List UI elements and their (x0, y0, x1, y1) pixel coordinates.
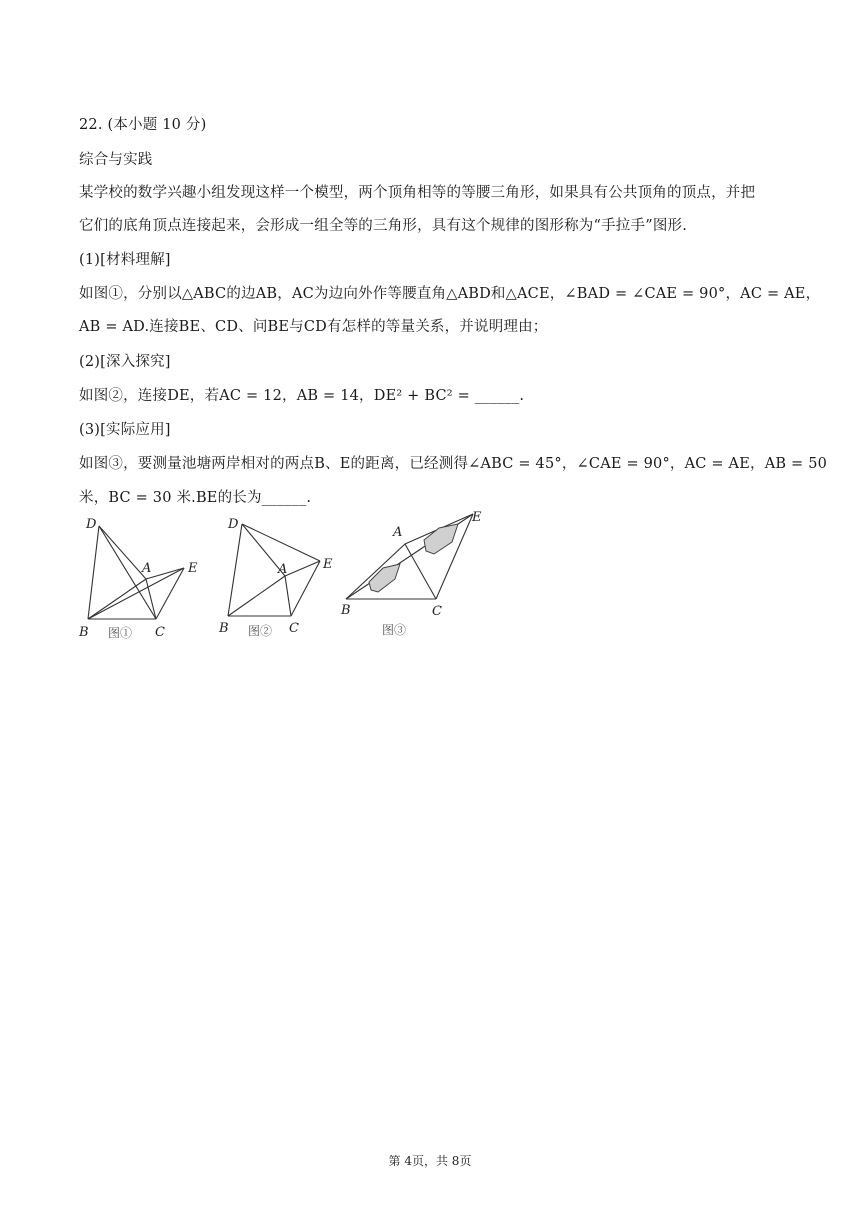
fig1-caption: 图① (108, 626, 133, 640)
fig3-label-e: E (472, 510, 482, 525)
fig2-caption: 图② (248, 624, 273, 638)
fig2-label-a: A (278, 562, 288, 577)
fig1-label-d: D (86, 517, 97, 532)
figure-3-diagram (338, 508, 498, 648)
page-footer: 第 4页，共 8页 (388, 1154, 472, 1168)
intro-line-2: 它们的底角顶点连接起来，会形成一组全等的三角形，具有这个规律的图形称为“手拉手”图形. (79, 218, 688, 234)
part1-line-1: 如图①，分别以△ABC的边AB，AC为边向外作等腰直角△ABD和△ACE，∠BAD = ∠CAE = 90°，AC = AE， (79, 286, 821, 302)
fig2-label-e: E (323, 557, 333, 572)
fig3-caption: 图③ (382, 623, 407, 637)
part1-line-2: AB = AD.连接BE、CD、问BE与CD有怎样的等量关系，并说明理由； (79, 319, 548, 335)
fig2-label-c: C (289, 621, 299, 636)
figure-1 (76, 508, 206, 652)
fig3-label-a: A (393, 525, 403, 540)
figure-2-diagram (216, 508, 346, 648)
fig1-label-a: A (142, 561, 152, 576)
fig2-label-b: B (219, 621, 229, 636)
part3-line-2: 米，BC = 30 米.BE的长为______. (79, 490, 312, 506)
part1-title: (1)[材料理解] (79, 252, 171, 268)
part2-title: (2)[深入探究] (79, 354, 171, 370)
fig1-label-b: B (79, 625, 89, 640)
part3-line-1: 如图③，要测量池塘两岸相对的两点B、E的距离，已经测得∠ABC = 45°，∠CAE = 90°，AC = AE，AB = 50 (79, 456, 828, 472)
part2-line-1: 如图②，连接DE，若AC = 12，AB = 14，DE² + BC² = ______. (79, 388, 525, 404)
fig1-label-c: C (155, 625, 165, 640)
question-category: 综合与实践 (79, 152, 153, 168)
fig2-label-d: D (228, 517, 239, 532)
figure-3 (338, 508, 498, 652)
part3-title: (3)[实际应用] (79, 422, 171, 438)
figure-1-diagram (76, 508, 206, 648)
fig3-label-b: B (341, 603, 351, 618)
figure-2 (216, 508, 346, 652)
question-number: 22. (本小题 10 分) (79, 117, 207, 133)
fig3-label-c: C (432, 604, 442, 619)
intro-line-1: 某学校的数学兴趣小组发现这样一个模型，两个顶角相等的等腰三角形，如果具有公共顶角的顶点，并把 (79, 185, 756, 201)
fig1-label-e: E (188, 561, 198, 576)
